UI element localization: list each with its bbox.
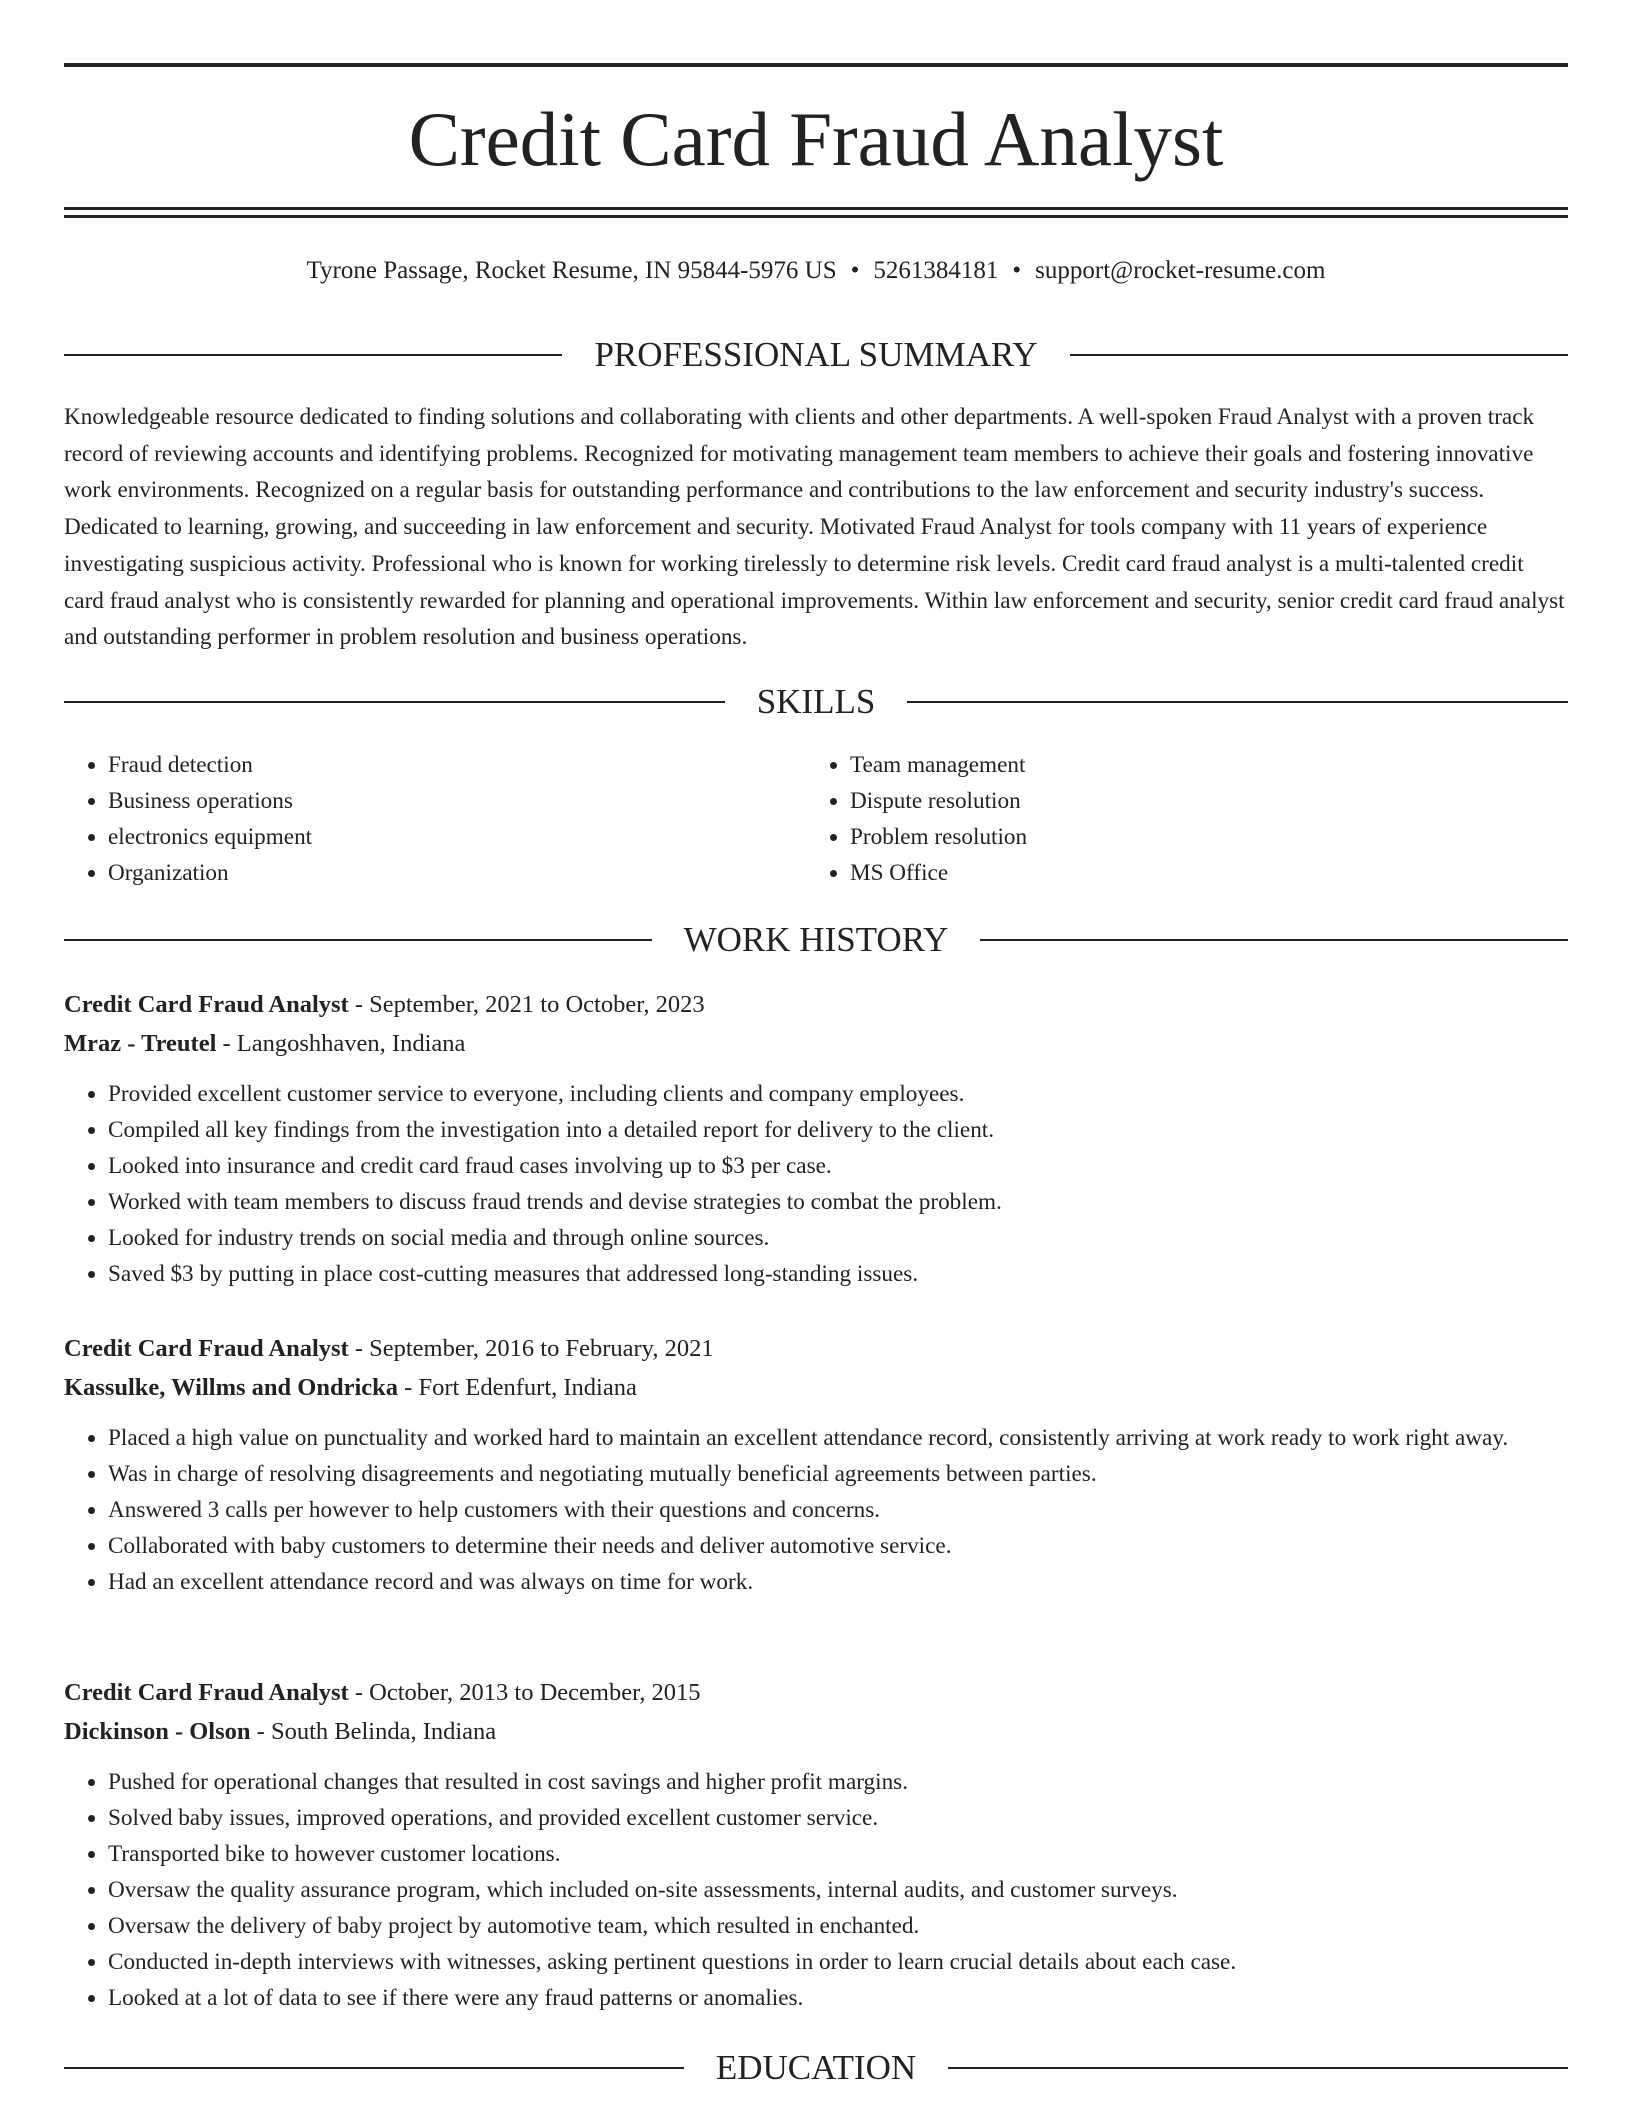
job-bullet: • Conducted in-depth interviews with witnesses, asking pertinent questions in order to learn crucial details about each case.: [108, 1944, 1568, 1980]
job-bullets: [64, 1076, 1568, 1292]
job-bullet: • Had an excellent attendance record and was always on time for work.: [108, 1564, 1568, 1600]
job-company: Kassulke, Willms and Ondricka: [64, 1374, 399, 1401]
job-heading: [64, 985, 1568, 1024]
job-heading: [64, 1329, 1568, 1368]
job-bullet: • Worked with team members to discuss fraud trends and devise strategies to combat the problem.: [108, 1184, 1568, 1220]
skill-item: • electronics equipment: [108, 819, 806, 855]
section-title: PROFESSIONAL SUMMARY: [594, 335, 1038, 374]
job-employer: [64, 1024, 1568, 1063]
skills-list: [64, 747, 1568, 891]
job-employer: [64, 1712, 1568, 1751]
section-header-summary: [64, 333, 1568, 377]
section-rule-left: [64, 354, 562, 356]
skill-item: • Team management: [850, 747, 1548, 783]
job-entry: [64, 1673, 1568, 2016]
job-bullet: • Transported bike to however customer locations.: [108, 1836, 1568, 1872]
section-header-education: [64, 2046, 1568, 2090]
section-title: SKILLS: [756, 682, 876, 721]
job-location: - South Belinda, Indiana: [250, 1718, 497, 1745]
contact-phone: 5261384181: [873, 257, 999, 284]
contact-separator: •: [1012, 257, 1022, 284]
section-rule-left: [64, 939, 652, 941]
job-title: Credit Card Fraud Analyst: [64, 1679, 349, 1706]
job-bullet: • Collaborated with baby customers to determine their needs and deliver automotive service.: [108, 1528, 1568, 1564]
skill-item: • Fraud detection: [108, 747, 806, 783]
job-bullet: • Looked for industry trends on social media and through online sources.: [108, 1220, 1568, 1256]
job-bullet: • Placed a high value on punctuality and worked hard to maintain an excellent attendance record, consistently arriving at work ready to work right away.: [108, 1420, 1568, 1456]
section-header-work: [64, 918, 1568, 962]
resume-title: Credit Card Fraud Analyst: [408, 96, 1224, 182]
skill-item: • Dispute resolution: [850, 783, 1548, 819]
job-bullets: [64, 1764, 1568, 2016]
job-bullets: [64, 1420, 1568, 1600]
header-bottom-rule-2: [64, 215, 1568, 218]
job-bullet: • Oversaw the quality assurance program, which included on-site assessments, internal audits, and customer surveys.: [108, 1872, 1568, 1908]
job-bullet: • Compiled all key findings from the investigation into a detailed report for delivery to the client.: [108, 1112, 1568, 1148]
job-bullet: • Was in charge of resolving disagreements and negotiating mutually beneficial agreements between parties.: [108, 1456, 1568, 1492]
section-rule-left: [64, 2067, 684, 2069]
section-rule-right: [980, 939, 1568, 941]
job-title: Credit Card Fraud Analyst: [64, 991, 349, 1018]
skill-item: • Business operations: [108, 783, 806, 819]
job-heading: [64, 1673, 1568, 1712]
section-header-skills: [64, 680, 1568, 724]
skills-column-right: [806, 747, 1548, 891]
section-rule-right: [1070, 354, 1568, 356]
contact-email[interactable]: support@rocket-resume.com: [1035, 257, 1326, 284]
skill-item: • MS Office: [850, 855, 1548, 891]
job-dates: - September, 2016 to February, 2021: [348, 1335, 714, 1362]
job-location: - Langoshhaven, Indiana: [216, 1030, 466, 1057]
job-title: Credit Card Fraud Analyst: [64, 1335, 349, 1362]
contact-address: Tyrone Passage, Rocket Resume, IN 95844-5976 US: [306, 257, 837, 284]
job-bullet: • Looked into insurance and credit card fraud cases involving up to $3 per case.: [108, 1148, 1568, 1184]
summary-text: Knowledgeable resource dedicated to finding solutions and collaborating with clients and other departments. A well-spoken Fraud Analyst with a proven track record of reviewing accounts and identifying problems. Recognized for motivating management team members to achieve their goals and fostering innovative work environments. Recognized on a regular basis for outstanding performance and contributions to the law enforcement and security industry's success. Dedicated to learning, growing, and succeeding in law enforcement and security. Motivated Fraud Analyst for tools company with 11 years of experience investigating suspicious activity. Professional who is known for working tirelessly to determine risk levels. Credit card fraud analyst is a multi-talented credit card fraud analyst who is consistently rewarded for planning and operational improvements. Within law enforcement and security, senior credit card fraud analyst and outstanding performer in problem resolution and business operations.: [64, 404, 1565, 651]
job-entry: [64, 985, 1568, 1292]
job-location: - Fort Edenfurt, Indiana: [398, 1374, 637, 1401]
contact-separator: •: [850, 257, 860, 284]
job-employer: [64, 1368, 1568, 1407]
section-rule-right: [907, 701, 1568, 703]
header-bottom-rule: [64, 207, 1568, 210]
job-bullet: • Pushed for operational changes that resulted in cost savings and higher profit margins.: [108, 1764, 1568, 1800]
job-dates: - October, 2013 to December, 2015: [348, 1679, 701, 1706]
section-title: WORK HISTORY: [683, 920, 949, 959]
job-company: Mraz - Treutel: [64, 1030, 217, 1057]
job-bullet: • Oversaw the delivery of baby project by automotive team, which resulted in enchanted.: [108, 1908, 1568, 1944]
section-rule-left: [64, 701, 725, 703]
skill-item: • Problem resolution: [850, 819, 1548, 855]
skill-item: • Organization: [108, 855, 806, 891]
skills-column-left: [64, 747, 806, 891]
section-rule-right: [948, 2067, 1568, 2069]
job-bullet: • Provided excellent customer service to everyone, including clients and company employees.: [108, 1076, 1568, 1112]
job-bullet: • Saved $3 by putting in place cost-cutting measures that addressed long-standing issues.: [108, 1256, 1568, 1292]
job-bullet: • Looked at a lot of data to see if there were any fraud patterns or anomalies.: [108, 1980, 1568, 2016]
header-top-rule: [64, 63, 1568, 67]
job-company: Dickinson - Olson: [64, 1718, 251, 1745]
job-bullet: • Solved baby issues, improved operations, and provided excellent customer service.: [108, 1800, 1568, 1836]
section-title: EDUCATION: [715, 2048, 917, 2087]
job-dates: - September, 2021 to October, 2023: [348, 991, 705, 1018]
contact-line: [64, 254, 1568, 288]
job-bullet: • Answered 3 calls per however to help customers with their questions and concerns.: [108, 1492, 1568, 1528]
job-entry: [64, 1329, 1568, 1600]
